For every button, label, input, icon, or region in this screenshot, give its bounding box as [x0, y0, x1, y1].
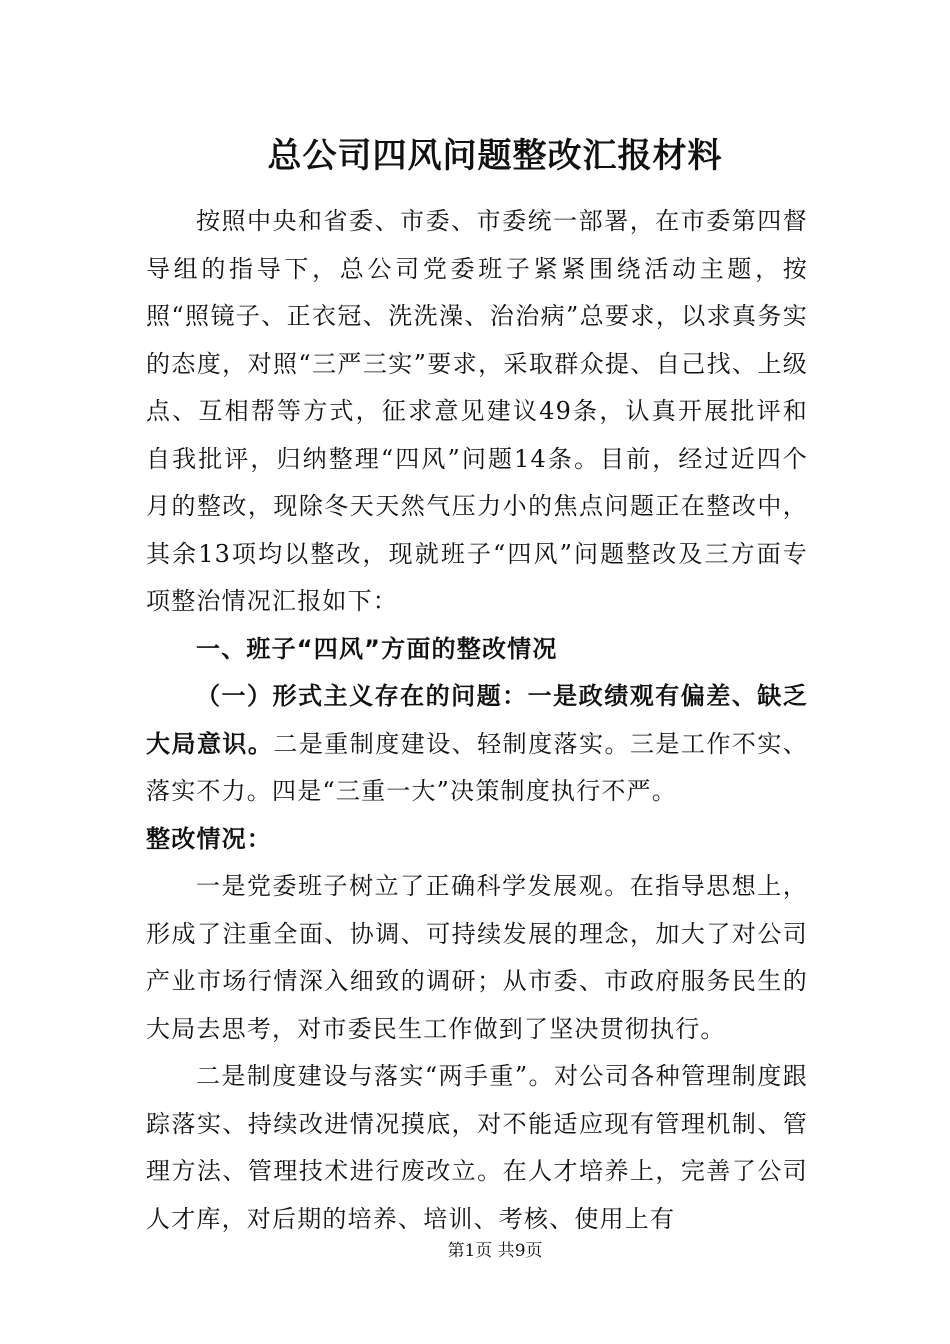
rectification-paragraph-1: 一是党委班子树立了正确科学发展观。在指导思想上，形成了注重全面、协调、可持续发展的理念，加大了对公司产业市场行情深入细致的调研；从市委、市政府服务民生的大局去思考，对市委民生工作做到了坚决贯彻执行。 — [146, 872, 808, 1043]
subsection-paragraph — [146, 673, 808, 816]
document-title: 总公司四风问题整改汇报材料 — [267, 136, 723, 176]
subsection-lead: （一）形式主义存在的问题：一是政绩观有偏差、缺乏大局意识。 — [146, 682, 808, 758]
rectification-label: 整改情况： — [146, 824, 272, 853]
rectification-paragraph-2: 二是制度建设与落实“两手重”。对公司各种管理制度跟踪落实、持续改进情况摸底，对不能适应现有管理机制、管理方法、管理技术进行废改立。在人才培养上，完善了公司人才库，对后期的培养、培训、考核、使用上有 — [146, 1062, 808, 1233]
page-footer: 第1页 共9页 — [447, 1241, 543, 1261]
subsection-rest: 二是重制度建设、轻制度落实。三是工作不实、落实不力。四是“三重一大”决策制度执行不严。 — [146, 729, 808, 805]
section-heading: 一、班子“四风”方面的整改情况 — [196, 634, 558, 663]
intro-paragraph: 按照中央和省委、市委、市委统一部署，在市委第四督导组的指导下，总公司党委班子紧紧围绕活动主题，按照“照镜子、正衣冠、洗洗澡、治治病”总要求，以求真务实的态度，对照“三严三实”要求，采取群众提、自己找、上级点、互相帮等方式，征求意见建议49条，认真开展批评和自我批评，归纳整理“四风”问题14条。目前，经过近四个月的整改，现除冬天天然气压力小的焦点问题正在整改中，其余13项均以整改，现就班子“四风”问题整改及三方面专项整治情况汇报如下： — [146, 207, 808, 615]
document-body — [146, 198, 808, 1243]
